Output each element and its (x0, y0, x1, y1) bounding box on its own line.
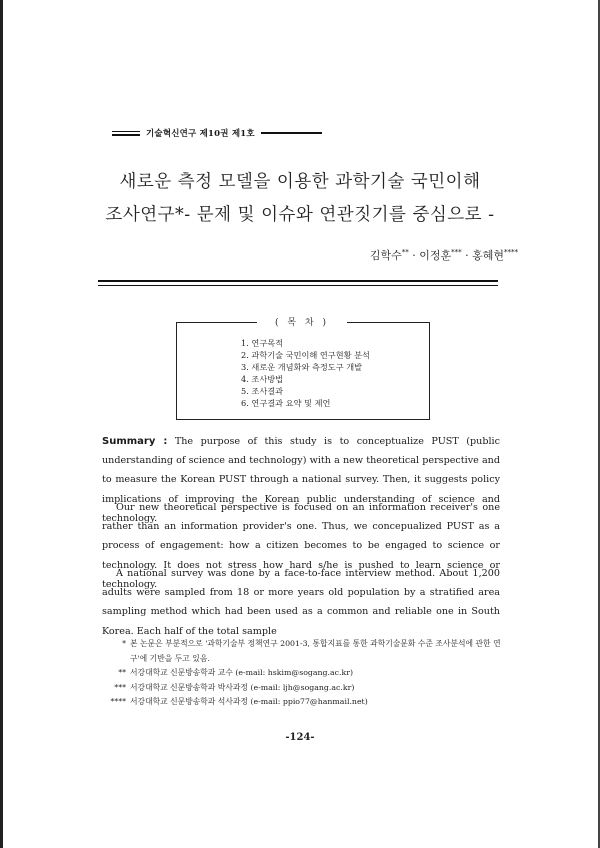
author-name: 홍혜현 (472, 249, 504, 262)
table-of-contents (176, 318, 430, 420)
footnote-mark: * (122, 639, 126, 648)
toc-item: 4. 조사방법 (241, 374, 284, 384)
footnote-mark: *** (114, 682, 126, 692)
toc-item: 6. 연구결과 요약 및 제언 (241, 398, 331, 408)
toc-item: 2. 과학기술 국민이해 연구현황 분석 (241, 350, 370, 360)
summary-paragraph-3 (102, 564, 500, 641)
summary-text-1: The purpose of this study is to conceptualize PUST (public understanding of science and technology) with a new theoretical perspective and to measure the Korean PUST through a national survey. Then, it suggests policy implications of improving the Korean public understanding of science and technology. (102, 436, 500, 524)
footnote (104, 681, 504, 696)
title-line-1: 새로운 측정 모델을 이용한 과학기술 국민이해 (119, 172, 481, 192)
footnotes (104, 637, 504, 710)
author-mark: ** (401, 248, 409, 257)
author-name: 이정훈 (419, 249, 452, 262)
title-line-2: 조사연구*- 문제 및 이슈와 연관짓기를 중심으로 - (105, 205, 495, 225)
summary-text-2: Our new theoretical perspective is focused on an information receiver's one rather than an information provider's one. Thus, we concepualized PUST as a process of engagement: how a citizen becomes to be engaged to science or technology. It does not stress how hard s/he is pushed to learn science or technology. (102, 502, 500, 590)
footnote-text: 본 논문은 부분적으로 '과학기술부 정책연구 2001-3, 통합지표를 통한 과학기술문화 수준 조사분석에 관한 연구'에 기반을 두고 있음. (130, 639, 501, 663)
author-separator: · (408, 249, 420, 262)
toc-list (241, 337, 370, 409)
author-mark: **** (504, 248, 518, 257)
footnote (104, 695, 504, 710)
summary-text-3: A national survey was done by a face-to-face interview method. About 1,200 adults were sampled from 18 or more years old population by a stratified area sampling method which had been used as a common and reliable one in South Korea. Each half of the total sample (102, 568, 500, 637)
footnote-text: 서강대학교 신문방송학과 석사과정 (e-mail: ppio77@hanmail.net) (130, 697, 368, 706)
summary-label: Summary : (102, 436, 168, 447)
toc-item: 5. 조사결과 (241, 386, 284, 396)
header-rule-right (261, 132, 322, 134)
title-divider (98, 280, 498, 286)
toc-item: 3. 새로운 개념화와 측정도구 개발 (241, 362, 363, 372)
footnote-mark: ** (118, 668, 126, 677)
footnote-mark: **** (110, 697, 126, 706)
footnote (104, 637, 504, 666)
header-rule-left (112, 131, 140, 136)
footnote (104, 666, 504, 681)
journal-header-text: 기술혁신연구 제10권 제1호 (146, 129, 255, 139)
footnote-text: 서강대학교 신문방송학과 교수 (e-mail: hskim@sogang.ac.kr) (130, 668, 354, 677)
author-separator: · (461, 249, 473, 262)
toc-title: ( 목 차 ) (257, 315, 347, 328)
page-edge-left (0, 0, 3, 848)
authors (370, 247, 518, 263)
page-number: -124- (285, 732, 315, 743)
author-mark: *** (451, 248, 462, 257)
footnote-text: 서강대학교 신문방송학과 박사과정 (e-mail: ljh@sogang.ac.kr) (130, 682, 355, 692)
toc-item: 1. 연구목적 (241, 338, 284, 348)
author-name: 김학수 (369, 249, 402, 262)
journal-header (112, 127, 322, 139)
